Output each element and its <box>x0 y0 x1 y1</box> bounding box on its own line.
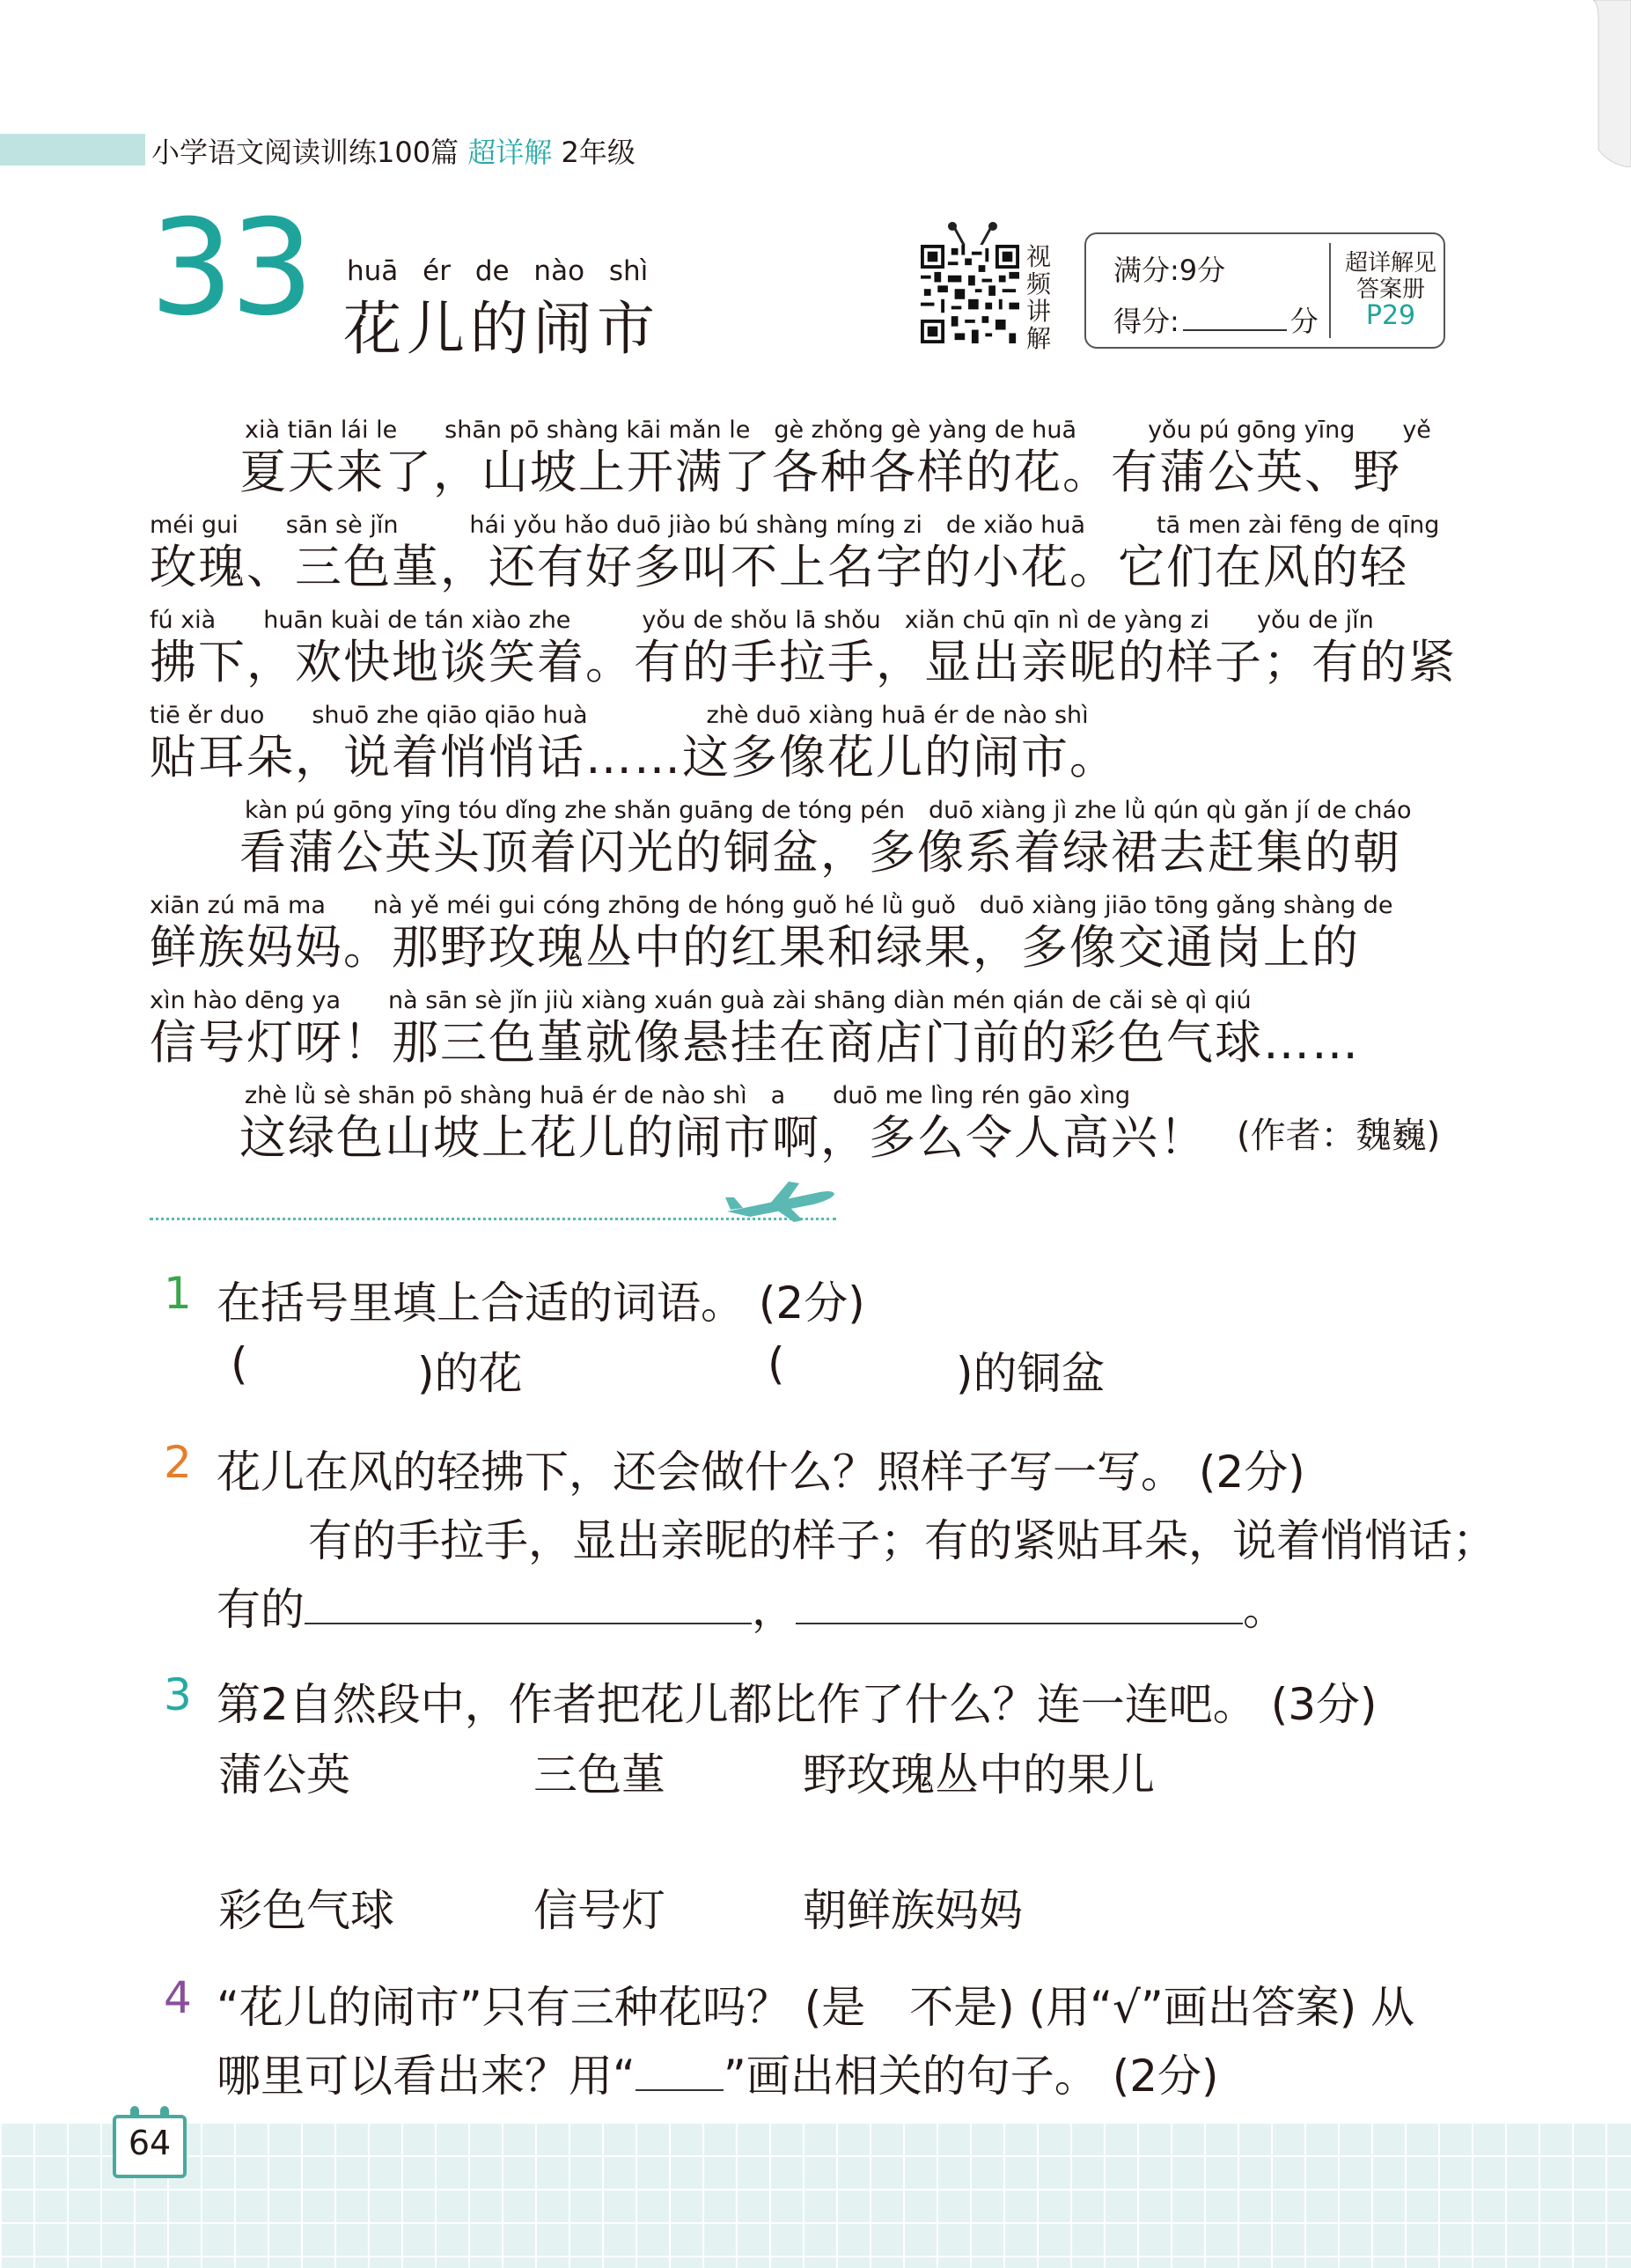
q1-answer-field-2[interactable] <box>783 1338 951 1391</box>
q2-period: 。 <box>1243 1584 1287 1635</box>
answer-page: P29 <box>1365 300 1416 331</box>
question-number-1: 1 <box>164 1268 192 1319</box>
passage-line: 信号灯呀！那三色堇就像悬挂在商店门前的彩色气球…… <box>150 1016 1360 1070</box>
score-label: 得分: <box>1113 305 1179 338</box>
passage-line: 玫瑰、三色堇，还有好多叫不上名字的小花。它们在风的轻 <box>150 541 1408 594</box>
question-4-line-2 <box>217 2041 1219 2104</box>
grade-label: 2年级 <box>561 136 636 169</box>
answer-note-1: 超详解见 <box>1344 250 1436 276</box>
passage-pinyin: xiān zú mā ma nà yě méi gui cóng zhōng de hóng guǒ hé lǜ guǒ duō xiàng jiāo tōng gǎng shàng de <box>150 892 1393 919</box>
page-corner <box>1593 0 1631 167</box>
question-number-3: 3 <box>164 1669 192 1720</box>
passage-pinyin: fú xià huān kuài de tán xiào zhe yǒu de shǒu lā shǒu xiǎn chū qīn nì de yàng zi yǒu de jǐn <box>150 607 1374 634</box>
book-title: 小学语文阅读训练100篇 <box>151 136 459 169</box>
q3-top-item[interactable]: 野玫瑰丛中的果儿 <box>803 1749 1155 1800</box>
q4-text-a: 哪里可以看出来？用“ <box>217 2051 636 2102</box>
qr-label-char: 讲 <box>1026 297 1052 326</box>
airplane-icon <box>724 1178 838 1224</box>
question-2-text: 花儿在风的轻拂下，还会做什么？照样子写一写。 (2分) <box>217 1447 1305 1498</box>
question-number-2: 2 <box>164 1437 192 1488</box>
passage-pinyin: kàn pú gōng yīng tóu dǐng zhe shǎn guāng de tóng pén duō xiàng jì zhe lǜ qún qù gǎn jí de cháo <box>245 797 1412 824</box>
q3-top-item[interactable]: 三色堇 <box>533 1749 665 1800</box>
answer-reference <box>1338 250 1444 329</box>
passage-pinyin: xià tiān lái le shān pō shàng kāi mǎn le gè zhǒng gè yàng de huā yǒu pú gōng yīng yě <box>245 416 1431 444</box>
qr-label-char: 解 <box>1026 324 1052 353</box>
q2-answer-field-1[interactable] <box>305 1587 752 1624</box>
q1-bracket-close-2: )的铜盆 <box>956 1348 1106 1399</box>
score-unit: 分 <box>1289 305 1319 338</box>
q1-bracket-close: )的花 <box>417 1348 523 1399</box>
q4-text-b: ”画出相关的句子。 (2分) <box>723 2051 1219 2102</box>
q1-bracket-open: ( <box>231 1338 248 1389</box>
footer-grid <box>0 2122 1631 2268</box>
q3-top-item[interactable]: 蒲公英 <box>218 1749 350 1800</box>
question-3-text: 第2自然段中，作者把花儿都比作了什么？连一连吧。 (3分) <box>217 1679 1378 1730</box>
question-4-line-1: “花儿的闹市”只有三种花吗？ (是 不是) (用“√”画出答案) 从 <box>217 1982 1415 2033</box>
author-credit: (作者：魏巍) <box>1237 1116 1441 1156</box>
passage-pinyin: xìn hào dēng ya nà sān sè jǐn jiù xiàng xuán guà zài shāng diàn mén qián de cǎi sè qì qiú <box>150 987 1252 1014</box>
score-obtained <box>1113 299 1319 340</box>
q1-answer-field-1[interactable] <box>246 1338 414 1391</box>
page-number: 64 <box>128 2124 172 2162</box>
full-score: 满分:9分 <box>1113 254 1226 287</box>
title-pinyin: huā ér de nào shì <box>347 255 649 287</box>
q2-answer-start: 有的 <box>217 1584 305 1635</box>
question-1-text: 在括号里填上合适的词语。 (2分) <box>217 1278 865 1329</box>
book-highlight: 超详解 <box>467 136 553 169</box>
q2-example: 有的手拉手，显出亲昵的样子；有的紧贴耳朵，说着悄悄话； <box>308 1515 1496 1566</box>
q1-bracket-open-2: ( <box>768 1338 785 1389</box>
q2-answer-line <box>217 1574 1287 1638</box>
question-number-4: 4 <box>164 1972 192 2023</box>
q2-comma: ， <box>752 1584 796 1635</box>
qr-code-icon[interactable] <box>921 245 1019 343</box>
q2-answer-field-2[interactable] <box>796 1587 1243 1624</box>
passage-line: 拂下，欢快地谈笑着。有的手拉手，显出亲昵的样子；有的紧 <box>150 636 1457 689</box>
book-header <box>151 130 636 171</box>
lesson-number: 33 <box>150 192 311 345</box>
q3-bottom-item[interactable]: 朝鲜族妈妈 <box>803 1885 1023 1936</box>
q3-bottom-item[interactable]: 信号灯 <box>533 1885 665 1936</box>
passage-line: 看蒲公英头顶着闪光的铜盆，多像系着绿裙去赶集的朝 <box>239 826 1401 880</box>
passage-line: 夏天来了，山坡上开满了各种各样的花。有蒲公英、野 <box>239 446 1401 499</box>
qr-label-char: 频 <box>1026 269 1052 298</box>
score-input-line[interactable] <box>1183 308 1287 331</box>
q3-bottom-item[interactable]: 彩色气球 <box>218 1885 394 1936</box>
q4-underline-sample <box>636 2054 724 2091</box>
video-lecture-label <box>1026 243 1051 352</box>
header-accent-bar <box>0 134 145 166</box>
passage-line: 鲜族妈妈。那野玫瑰丛中的红果和绿果，多像交通岗上的 <box>150 921 1360 975</box>
passage-pinyin: méi gui sān sè jǐn hái yǒu hǎo duō jiào bú shàng míng zi de xiǎo huā tā men zài fēng de qīng <box>150 512 1440 539</box>
score-divider <box>1329 243 1331 338</box>
passage-pinyin: zhè lǜ sè shān pō shàng huā ér de nào shì a duō me lìng rén gāo xìng <box>245 1082 1131 1109</box>
qr-label-char: 视 <box>1026 242 1052 271</box>
passage-line: 贴耳朵，说着悄悄话……这多像花儿的闹市。 <box>150 731 1118 784</box>
lesson-title: 花儿的闹市 <box>343 295 660 363</box>
answer-note-2: 答案册 <box>1355 276 1425 303</box>
passage-line: 这绿色山坡上花儿的闹市啊，多么令人高兴！ <box>239 1111 1208 1165</box>
passage-pinyin: tiē ěr duo shuō zhe qiāo qiāo huà zhè duō xiàng huā ér de nào shì <box>150 702 1089 729</box>
